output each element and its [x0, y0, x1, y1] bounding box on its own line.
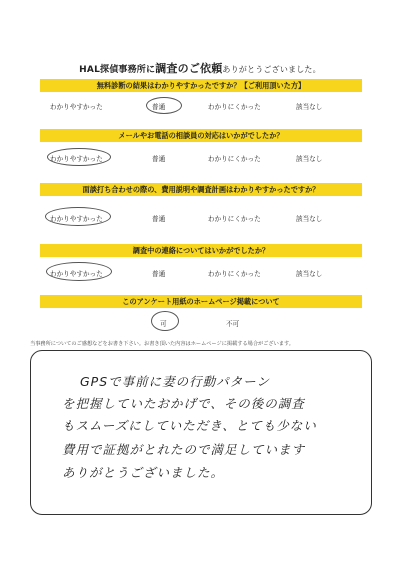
comment-line-5: ありがとうございました。	[62, 465, 225, 480]
q1-option-2[interactable]: 普通	[152, 103, 166, 111]
q2-option-3[interactable]: わかりにくかった	[208, 155, 261, 163]
q3-option-2[interactable]: 普通	[152, 215, 166, 223]
q1-option-4[interactable]: 該当なし	[296, 103, 323, 111]
question-2-options	[40, 153, 362, 167]
comment-line-4: 費用で証拠がとれたので満足しています	[62, 442, 306, 457]
q5-option-1[interactable]: 可	[160, 320, 167, 328]
q2-option-1[interactable]: わかりやすかった	[50, 155, 103, 163]
q4-option-3[interactable]: わかりにくかった	[208, 270, 261, 278]
title-brand: HAL探偵事務所に	[79, 65, 156, 75]
q4-option-2[interactable]: 普通	[152, 270, 166, 278]
question-3-header: 面談打ち合わせの際の、費用説明や調査計画はわかりやすかったですか？	[40, 183, 362, 196]
question-2-header: メールやお電話の相談員の対応はいかがでしたか？	[40, 129, 362, 142]
question-5-header: このアンケート用紙のホームページ掲載について	[40, 295, 362, 308]
title-emphasis: 調査のご依頼	[155, 62, 223, 75]
q1-option-3[interactable]: わかりにくかった	[208, 103, 261, 111]
question-3-options	[40, 213, 362, 227]
question-4-options	[40, 268, 362, 282]
title-tail: ありがとうございました。	[222, 65, 321, 74]
q5-option-2[interactable]: 不可	[226, 320, 240, 328]
q3-option-3[interactable]: わかりにくかった	[208, 215, 261, 223]
comment-line-2: を把握していたおかげで、その後の調査	[62, 396, 305, 411]
comment-line-1: GPSで事前に妻の行動パターン	[80, 374, 270, 389]
q3-option-4[interactable]: 該当なし	[296, 215, 323, 223]
comment-instructions: 当事務所についてのご感想などをお書き下さい。お書き頂いた内容はホームページに掲載する場合がございます。	[30, 341, 294, 347]
comment-line-3: もスムーズにしていただき、とても少ない	[62, 418, 317, 433]
q2-option-4[interactable]: 該当なし	[296, 155, 323, 163]
survey-title	[0, 60, 400, 76]
question-4-header: 調査中の連絡についてはいかがでしたか？	[40, 244, 362, 257]
question-5-options	[40, 318, 362, 332]
question-1-header: 無料診断の結果はわかりやすかったですか？【ご利用頂いた方】	[40, 79, 362, 92]
q1-option-1[interactable]: わかりやすかった	[50, 103, 103, 111]
q4-option-4[interactable]: 該当なし	[296, 270, 323, 278]
q4-option-1[interactable]: わかりやすかった	[50, 270, 103, 278]
q3-option-1[interactable]: わかりやすかった	[50, 215, 103, 223]
question-1-options	[40, 101, 362, 115]
q2-option-2[interactable]: 普通	[152, 155, 166, 163]
